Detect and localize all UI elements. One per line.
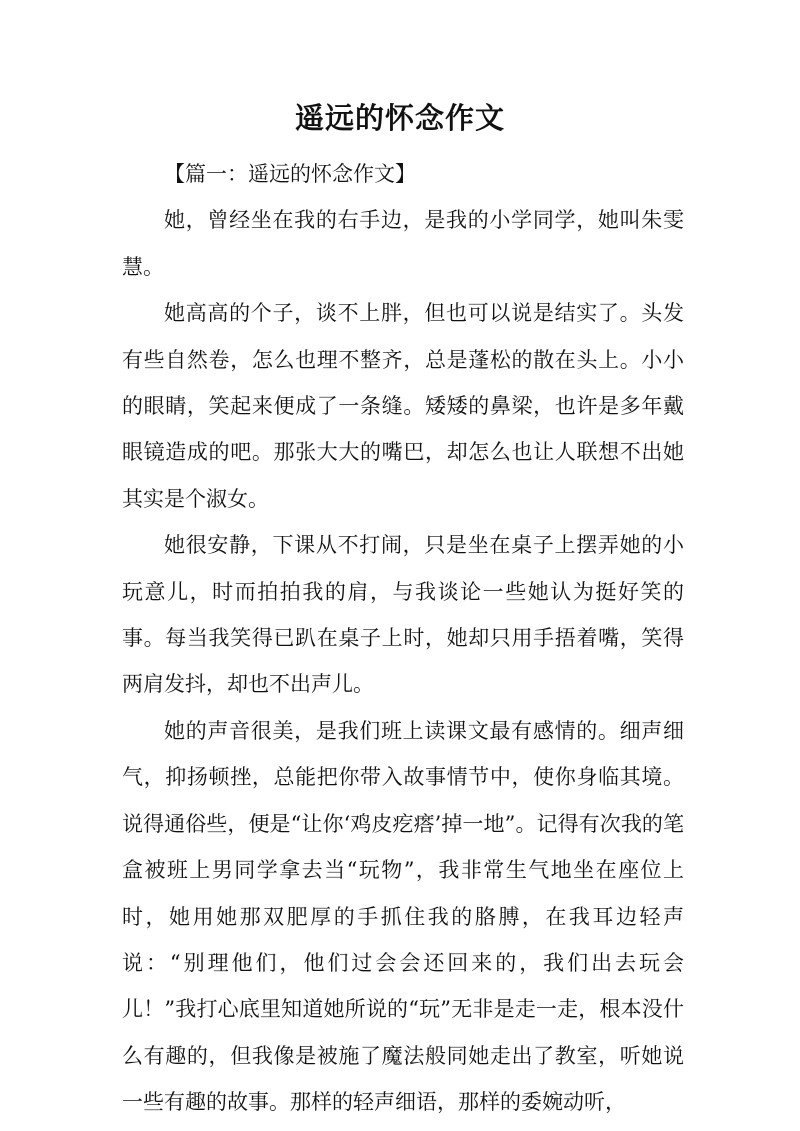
document-body bbox=[122, 151, 684, 1126]
paragraph-3: 她很安静，下课从不打闹，只是坐在桌子上摆弄她的小玩意儿，时而拍拍我的肩，与我谈论一些她认为挺好笑的事。每当我笑得已趴在桌子上时，她却只用手捂着嘴，笑得两肩发抖，却也不出声儿。 bbox=[122, 533, 684, 697]
section-heading: 【篇一：遥远的怀念作文】 bbox=[164, 162, 416, 186]
paragraph-2: 她高高的个子，谈不上胖，但也可以说是结实了。头发有些自然卷，怎么也理不整齐，总是蓬松的散在头上。小小的眼睛，笑起来便成了一条缝。矮矮的鼻梁，也许是多年戴眼镜造成的吧。那张大大的嘴巴，却怎么也让人联想不出她其实是个淑女。 bbox=[122, 301, 684, 511]
paragraph-4: 她的声音很美，是我们班上读课文最有感情的。细声细气，抑扬顿挫，总能把你带入故事情节中，使你身临其境。说得通俗些，便是“让你‘鸡皮疙瘩’掉一地”。记得有次我的笔盒被班上男同学拿去当“玩物”，我非常生气地坐在座位上时，她用她那双肥厚的手抓住我的胳膊，在我耳边轻声说：“别理他们，他们过会会还回来的，我们出去玩会儿！”我打心底里知道她所说的“玩”无非是走一走，根本没什么有趣的，但我像是被施了魔法般同她走出了教室，听她说一些有趣的故事。那样的轻声细语，那样的委婉动听， bbox=[122, 718, 684, 1115]
document-title: 遥远的怀念作文 bbox=[294, 101, 505, 135]
paragraph-1: 她，曾经坐在我的右手边，是我的小学同学，她叫朱雯慧。 bbox=[122, 208, 684, 279]
